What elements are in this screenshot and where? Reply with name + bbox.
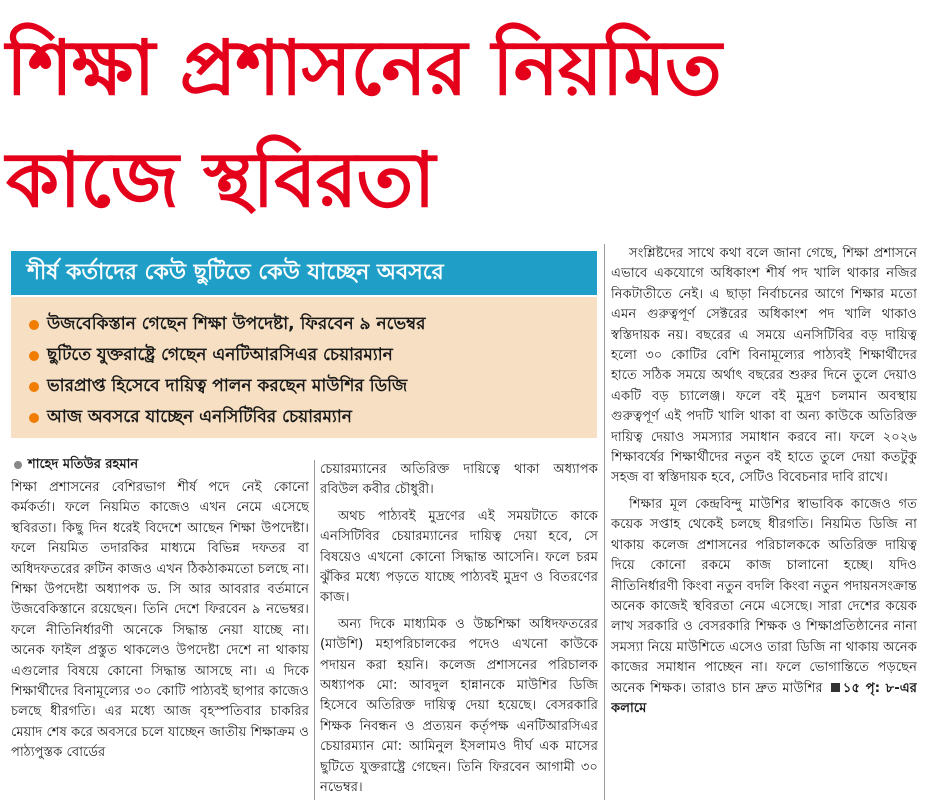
column-divider bbox=[314, 460, 315, 800]
headline bbox=[6, 12, 921, 236]
bullet-dot-icon bbox=[29, 320, 39, 330]
highlight-item bbox=[29, 309, 587, 340]
highlight-item bbox=[29, 340, 587, 371]
bullet-dot-icon bbox=[29, 413, 39, 423]
byline-author: শাহেদ মতিউর রহমান bbox=[28, 456, 139, 472]
highlight-text: উজবেকিস্তান গেছেন শিক্ষা উপদেষ্টা, ফিরবেন ৯ নভেম্বর bbox=[47, 314, 426, 334]
paragraph: সংশ্লিষ্টদের সাথে কথা বলে জানা গেছে, শিক্ষা প্রশাসনে এভাবে একযোগে অধিকাংশ শীর্ষ পদ খালি থাকার নজির নিকটাতীতে নেই। এ ছাড়া নির্বাচনের আগে শিক্ষার মতো এমন গুরুত্বপূর্ণ সেক্টরের অধিকাংশ পদ খালি থাকাও স্বস্তিদায়ক নয়। বছরের এ সময়ে এনসিটিবির বড় দায়িত্ব হলো ৩০ কোটির বেশি বিনামূল্যের পাঠ্যবই শিক্ষার্থীদের হাতে সঠিক সময়ে অর্থাৎ বছরের শুরুর দিনে তুলে দেয়াও একটি বড় চ্যালেঞ্জ। ফলে বই মুদ্রণ চলমান অবস্থায় গুরুত্বপূর্ণ এই পদটি খালি থাকা বা অন্য কাউকে অতিরিক্ত দায়িত্ব দেয়াও সমস্যার সমাধান করবে না। ফলে ২০২৬ শিক্ষাবর্ষের শিক্ষার্থীদের নতুন বই হাতে তুলে দেয়া কতটুকু সহজ বা স্বস্তিদায়ক হবে, সেটিও বিবেচনার দাবি রাখে। bbox=[611, 246, 917, 486]
highlight-item bbox=[29, 402, 587, 433]
byline-dot-icon bbox=[14, 461, 22, 469]
highlight-item bbox=[29, 371, 587, 402]
paragraph: শিক্ষা প্রশাসনের বেশিরভাগ শীর্ষ পদে নেই কোনো কর্মকর্তা। ফলে নিয়মিত কাজেও এখন নেমে এসেছে স্থবিরতা। কিছু দিন ধরেই বিদেশে আছেন শিক্ষা উপদেষ্টা। ফলে নিয়মিত তদারকির মাধ্যমে বিভিন্ন দফতর বা অধিদফতরের রুটিন কাজও এখন ঠিকঠাকমতো চলছে না। শিক্ষা উপদেষ্টা অধ্যাপক ড. সি আর আবরার বর্তমানে উজবেকিস্তানে রয়েছেন। তিনি দেশে ফিরবেন ৯ নভেম্বর। ফলে নীতিনির্ধারণী অনেকে সিদ্ধান্ত নেয়া যাচ্ছে না। অনেক ফাইল প্রস্তুত থাকলেও উপদেষ্টা দেশে না থাকায় এগুলোর বিষয়ে কোনো সিদ্ধান্ত আসছে না। এ দিকে শিক্ষার্থীদের বিনামূল্যের ৩০ কোটি পাঠ্যবই ছাপার কাজেও চলছে ধীরগতি। এর মধ্যে আজ বৃহস্পতিবার চাকরির মেয়াদ শেষ করে অবসরে চলে যাচ্ছেন জাতীয় শিক্ষাক্রম ও পাঠ্যপুস্তক বোর্ডের bbox=[11, 480, 309, 761]
subheadline-bar: শীর্ষ কর্তাদের কেউ ছুটিতে কেউ যাচ্ছেন অবসরে bbox=[11, 251, 597, 295]
highlight-text: ছুটিতে যুক্তরাষ্ট্রে গেছেন এনটিআরসিএর চেয়ারম্যান bbox=[47, 345, 393, 365]
paragraph: অথচ পাঠ্যবই মুদ্রণের এই সময়টাতে কাকে এনসিটিবির চেয়ারম্যানের দায়িত্ব দেয়া হবে, সে বিষয়েও এখনো কোনো সিদ্ধান্ত আসেনি। ফলে চরম ঝুঁকির মধ্যে পড়তে যাচ্ছে পাঠ্যবই মুদ্রণ ও বিতরণের কাজ। bbox=[320, 508, 598, 606]
article-column-2 bbox=[320, 460, 598, 805]
highlight-text: ভারপ্রাপ্ত হিসেবে দায়িত্ব পালন করছেন মাউশির ডিজি bbox=[47, 376, 408, 396]
article-column-1 bbox=[11, 478, 309, 803]
article-column-3 bbox=[611, 244, 917, 804]
continued-marker: ১৫ পৃ: ৮-এর কলামে bbox=[611, 680, 917, 716]
paragraph-text: শিক্ষার মূল কেন্দ্রবিন্দু মাউশির স্বাভাবিক কাজেও গত কয়েক সপ্তাহ থেকেই চলছে ধীরগতি। নিয়মিত ডিজি না থাকায় কলেজ প্রশাসনের পরিচালককে অতিরিক্ত দায়িত্ব দিয়ে কোনো রকমে কাজ চালানো হচ্ছে। যদিও নীতিনির্ধারণী কিংবা নতুন বদলি কিংবা নতুন পদায়নসংক্রান্ত অনেক কাজেই স্থবিরতা নেমে এসেছে। সারা দেশের কয়েক লাখ সরকারি ও বেসরকারি শিক্ষক ও শিক্ষাপ্রতিষ্ঠানের নানা সমস্যা নিয়ে মাউশিতে এসেও তারা ডিজি না থাকায় অনেক কাজের সমাধান পাচ্ছেন না। ফলে ভোগান্তিতে পড়ছেন অনেক শিক্ষক। তারাও চান দ্রুত মাউশির bbox=[611, 496, 917, 696]
highlight-text: আজ অবসরে যাচ্ছেন এনসিটিবির চেয়ারম্যান bbox=[47, 407, 352, 427]
paragraph bbox=[611, 495, 917, 719]
headline-line-1: শিক্ষা প্রশাসনের নিয়মিত bbox=[6, 23, 721, 112]
bullet-dot-icon bbox=[29, 351, 39, 361]
highlights-box bbox=[11, 297, 597, 438]
column-divider bbox=[604, 244, 605, 800]
bullet-dot-icon bbox=[29, 382, 39, 392]
paragraph: চেয়ারম্যানের অতিরিক্ত দায়িত্বে থাকা অধ্যাপক রবিউল কবীর চৌধুরী। bbox=[320, 462, 598, 498]
square-icon bbox=[831, 683, 840, 692]
paragraph: অন্য দিকে মাধ্যমিক ও উচ্চশিক্ষা অধিদফতরের (মাউশি) মহাপরিচালকের পদেও এখনো কাউকে পদায়ন করা হয়নি। কলেজ প্রশাসনের পরিচালক অধ্যাপক মো: আবদুল হান্নানকে মাউশির ডিজি হিসেবে অতিরিক্ত দায়িত্ব দেয়া হয়েছে। বেসরকারি শিক্ষক নিবন্ধন ও প্রত্যয়ন কর্তৃপক্ষ এনটিআরসিএর চেয়ারম্যান মো: আমিনুল ইসলামও দীর্ঘ এক মাসের ছুটিতে যুক্তরাষ্ট্রে গেছেন। তিনি ফিরবেন আগামী ৩০ নভেম্বর। bbox=[320, 616, 598, 796]
byline bbox=[14, 454, 314, 476]
headline-line-2: কাজে স্থবিরতা bbox=[6, 135, 435, 224]
